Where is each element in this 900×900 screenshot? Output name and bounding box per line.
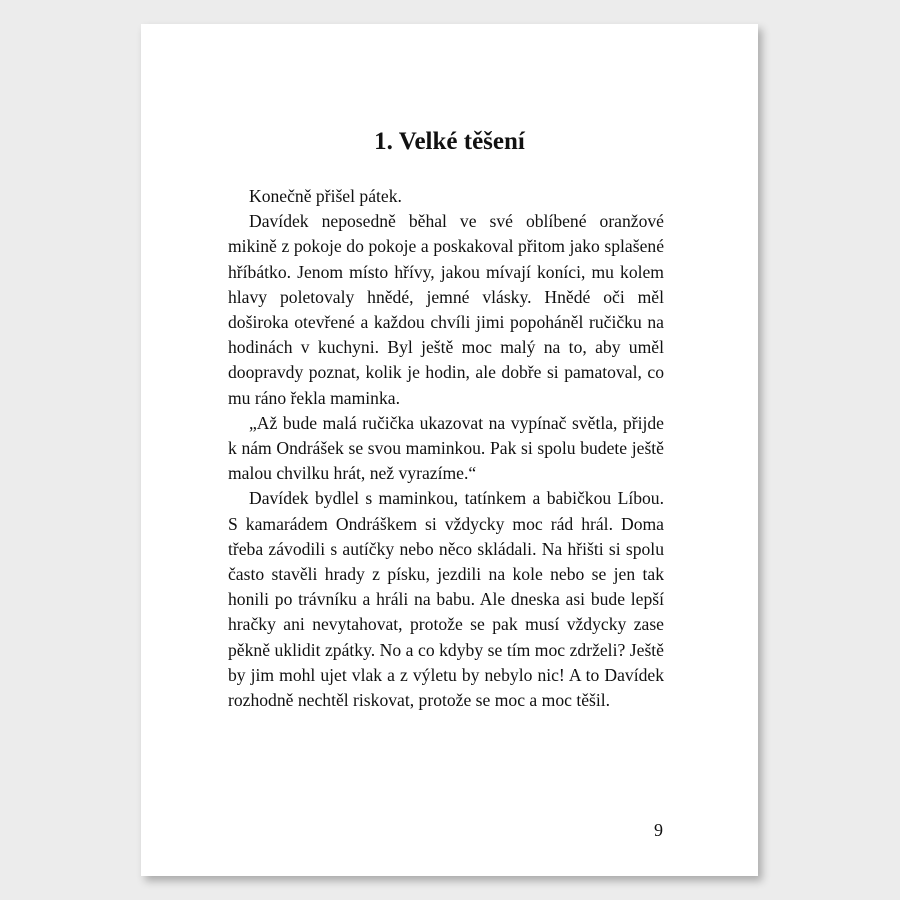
- paragraph: Davídek bydlel s maminkou, tatínkem a babičkou Líbou. S kamarádem Ondráškem si vždycky moc rád hrál. Doma třeba závodili s autíčky nebo něco skládali. Na hřišti si spolu často stavěli hrady z písku, jezdili na kole nebo se jen tak honili po trávníku a hráli na babu. Ale dneska asi bude lepší hračky ani nevytahovat, protože se pak musí vždycky zase pěkně uklidit zpátky. No a co kdyby se tím moc zdrželi? Ještě by jim mohl ujet vlak a z výletu by nebylo nic! A to Davídek rozhodně nechtěl riskovat, protože se moc a moc těšil.: [228, 488, 664, 711]
- page-number: 9: [654, 820, 663, 840]
- book-page: [141, 24, 758, 876]
- paragraph: Davídek neposedně běhal ve své oblíbené oranžové mikině z pokoje do pokoje a poskakoval přitom jako splašené hříbátko. Jenom místo hřívy, jakou mívají koníci, mu kolem hlavy poletovaly hnědé, jemné vlásky. Hnědé oči měl doširoka otevřené a každou chvíli jimi popoháněl ručičku na hodinách v kuchyni. Byl ještě moc malý na to, aby uměl doopravdy poznat, kolik je hodin, ale dobře si pamatoval, co mu ráno řekla maminka.: [228, 211, 664, 408]
- chapter-title: 1. Velké těšení: [374, 128, 525, 155]
- paragraph: „Až bude malá ručička ukazovat na vypínač světla, přijde k nám Ondrášek se svou maminkou. Pak si spolu budete ještě malou chvilku hrát, než vyrazíme.“: [228, 412, 664, 484]
- chapter-text: [228, 184, 664, 713]
- paragraph: Konečně přišel pátek.: [249, 186, 402, 206]
